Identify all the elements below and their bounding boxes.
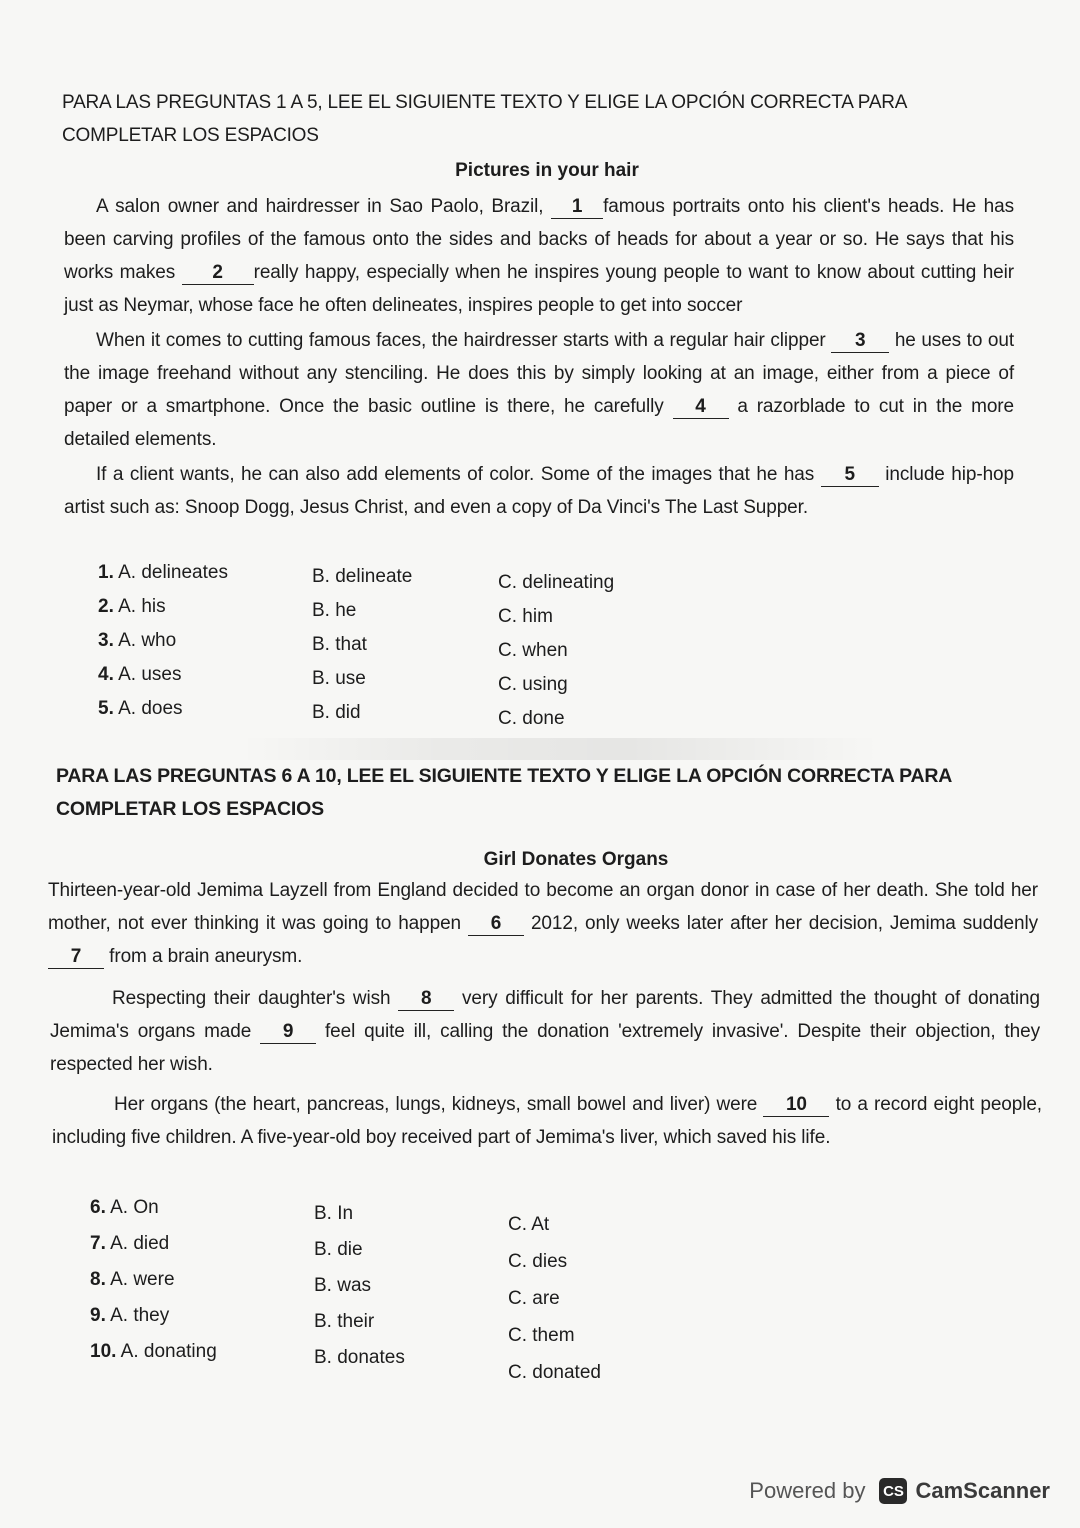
camscanner-logo-icon: CS <box>879 1478 907 1504</box>
blank-7: 7 <box>48 946 104 969</box>
options-column-b <box>314 1196 405 1376</box>
option-row <box>90 1334 217 1370</box>
option-row <box>98 658 228 692</box>
option-row <box>98 556 228 590</box>
question-number: 7. <box>90 1233 106 1254</box>
section1-paragraph-1 <box>64 190 1014 322</box>
blank-9: 9 <box>260 1021 316 1044</box>
blank-6: 6 <box>468 913 524 936</box>
paragraph-text: really happy, especially when he inspires young people to want to know about cutting heir just as Neymar, whose face he often delineates, inspires people to get into soccer <box>64 262 1014 316</box>
question-number: 10. <box>90 1341 117 1362</box>
camscanner-name: CamScanner <box>915 1478 1050 1503</box>
powered-by-label: Powered by <box>749 1478 866 1503</box>
option-b: B. he <box>312 600 357 621</box>
paragraph-text: very difficult for her parents. They admitted the thought of donating Jemima's organs made <box>50 988 1040 1042</box>
section1-title: Pictures in your hair <box>455 160 639 181</box>
options-column-c <box>498 566 614 736</box>
option-b: B. did <box>312 702 361 723</box>
option-a: A. they <box>110 1305 170 1326</box>
section1-heading-line1: PARA LAS PREGUNTAS 1 A 5, LEE EL SIGUIENTE TEXTO Y ELIGE LA OPCIÓN CORRECTA PARA <box>62 92 908 113</box>
section1-options <box>98 556 798 736</box>
option-c: C. them <box>508 1325 575 1346</box>
option-c: C. donated <box>508 1362 601 1383</box>
option-row <box>90 1262 217 1298</box>
section1-heading <box>62 86 1022 152</box>
option-a: A. delineates <box>118 562 228 583</box>
option-b: B. that <box>312 634 367 655</box>
option-row <box>90 1190 217 1226</box>
section2-paragraph-1 <box>48 874 1038 973</box>
section2-heading-line2: COMPLETAR LOS ESPACIOS <box>56 798 324 820</box>
option-row <box>90 1226 217 1262</box>
blank-8: 8 <box>398 988 454 1011</box>
option-c: C. dies <box>508 1251 568 1272</box>
option-b: B. delineate <box>312 566 413 587</box>
option-b: B. was <box>314 1275 372 1296</box>
paragraph-text: he uses to out the image freehand without any stenciling. He does this by simply looking at an image, either from a piece of paper or a smartphone. Once the basic outline is there, he carefully <box>64 330 1014 417</box>
question-number: 4. <box>98 664 114 685</box>
options-column-b <box>312 560 412 730</box>
blank-5: 5 <box>821 464 879 487</box>
question-number: 2. <box>98 596 114 617</box>
paragraph-text: Respecting their daughter's wish <box>112 988 399 1009</box>
camscanner-brand <box>879 1478 1050 1504</box>
paragraph-text: from a brain aneurysm. <box>104 946 303 967</box>
camscanner-watermark <box>749 1478 1050 1504</box>
options-column-c <box>508 1206 601 1391</box>
paragraph-text: include hip-hop artist such as: Snoop Dogg, Jesus Christ, and even a copy of Da Vinci's The Last Supper. <box>64 464 1014 518</box>
paragraph-text: to a record eight people, including five children. A five-year-old boy received part of Jemima's liver, which saved his life. <box>52 1094 1042 1148</box>
section2-title: Girl Donates Organs <box>483 849 669 870</box>
question-number: 5. <box>98 698 114 719</box>
paragraph-text: A salon owner and hairdresser in Sao Paolo, Brazil, <box>96 196 552 217</box>
paragraph-text: a razorblade to cut in the more detailed elements. <box>64 396 1014 450</box>
section2-paragraph-3 <box>52 1088 1042 1154</box>
option-c: C. are <box>508 1288 560 1309</box>
paragraph-text: Thirteen-year-old Jemima Layzell from England decided to become an organ donor in case of her death. She told her mother, not ever thinking it was going to happen <box>48 880 1038 934</box>
option-a: A. died <box>110 1233 170 1254</box>
section2-paragraph-2 <box>50 982 1040 1081</box>
scan-smudge <box>240 738 880 760</box>
option-a: A. donating <box>120 1341 217 1362</box>
option-c: C. when <box>498 640 568 661</box>
paragraph-text: feel quite ill, calling the donation 'extremely invasive'. Despite their objection, they respected her wish. <box>50 1021 1040 1075</box>
option-row <box>98 590 228 624</box>
blank-2: 2 <box>182 262 254 285</box>
question-number: 3. <box>98 630 114 651</box>
option-a: A. On <box>110 1197 159 1218</box>
blank-10: 10 <box>763 1094 829 1117</box>
option-b: B. their <box>314 1311 375 1332</box>
section2-heading-line1: PARA LAS PREGUNTAS 6 A 10, LEE EL SIGUIENTE TEXTO Y ELIGE LA OPCIÓN CORRECTA PARA <box>56 765 953 787</box>
options-column-a <box>90 1190 217 1370</box>
question-number: 8. <box>90 1269 106 1290</box>
blank-1: 1 <box>551 196 603 219</box>
section2-heading <box>56 760 1036 826</box>
blank-3: 3 <box>831 330 889 353</box>
option-b: B. In <box>314 1203 354 1224</box>
options-column-a <box>98 556 228 726</box>
question-number: 1. <box>98 562 114 583</box>
paragraph-text: famous portraits onto his client's heads. He has been carving profiles of the famous onto the sides and backs of heads for about a year or so. He says that his works makes <box>64 196 1015 283</box>
section1-paragraph-2 <box>64 324 1014 456</box>
section1-paragraph-3 <box>64 458 1014 524</box>
blank-4: 4 <box>673 396 729 419</box>
option-a: A. does <box>118 698 183 719</box>
question-number: 6. <box>90 1197 106 1218</box>
option-a: A. uses <box>118 664 182 685</box>
option-c: C. delineating <box>498 572 615 593</box>
option-b: B. die <box>314 1239 363 1260</box>
option-row <box>98 692 228 726</box>
option-c: C. At <box>508 1214 550 1235</box>
option-c: C. him <box>498 606 553 627</box>
paragraph-text: 2012, only weeks later after her decision, Jemima suddenly <box>524 913 1038 934</box>
paragraph-text: If a client wants, he can also add elements of color. Some of the images that he has <box>96 464 821 485</box>
section2-options <box>90 1190 790 1390</box>
option-a: A. who <box>118 630 177 651</box>
option-b: B. donates <box>314 1347 405 1368</box>
paragraph-text: Her organs (the heart, pancreas, lungs, kidneys, small bowel and liver) were <box>114 1094 764 1115</box>
option-c: C. done <box>498 708 565 729</box>
option-c: C. using <box>498 674 568 695</box>
option-a: A. were <box>110 1269 175 1290</box>
question-number: 9. <box>90 1305 106 1326</box>
paragraph-text: When it comes to cutting famous faces, the hairdresser starts with a regular hair clipper <box>96 330 832 351</box>
option-b: B. use <box>312 668 366 689</box>
option-row <box>98 624 228 658</box>
option-a: A. his <box>118 596 166 617</box>
section1-heading-line2: COMPLETAR LOS ESPACIOS <box>62 125 319 146</box>
option-row <box>90 1298 217 1334</box>
